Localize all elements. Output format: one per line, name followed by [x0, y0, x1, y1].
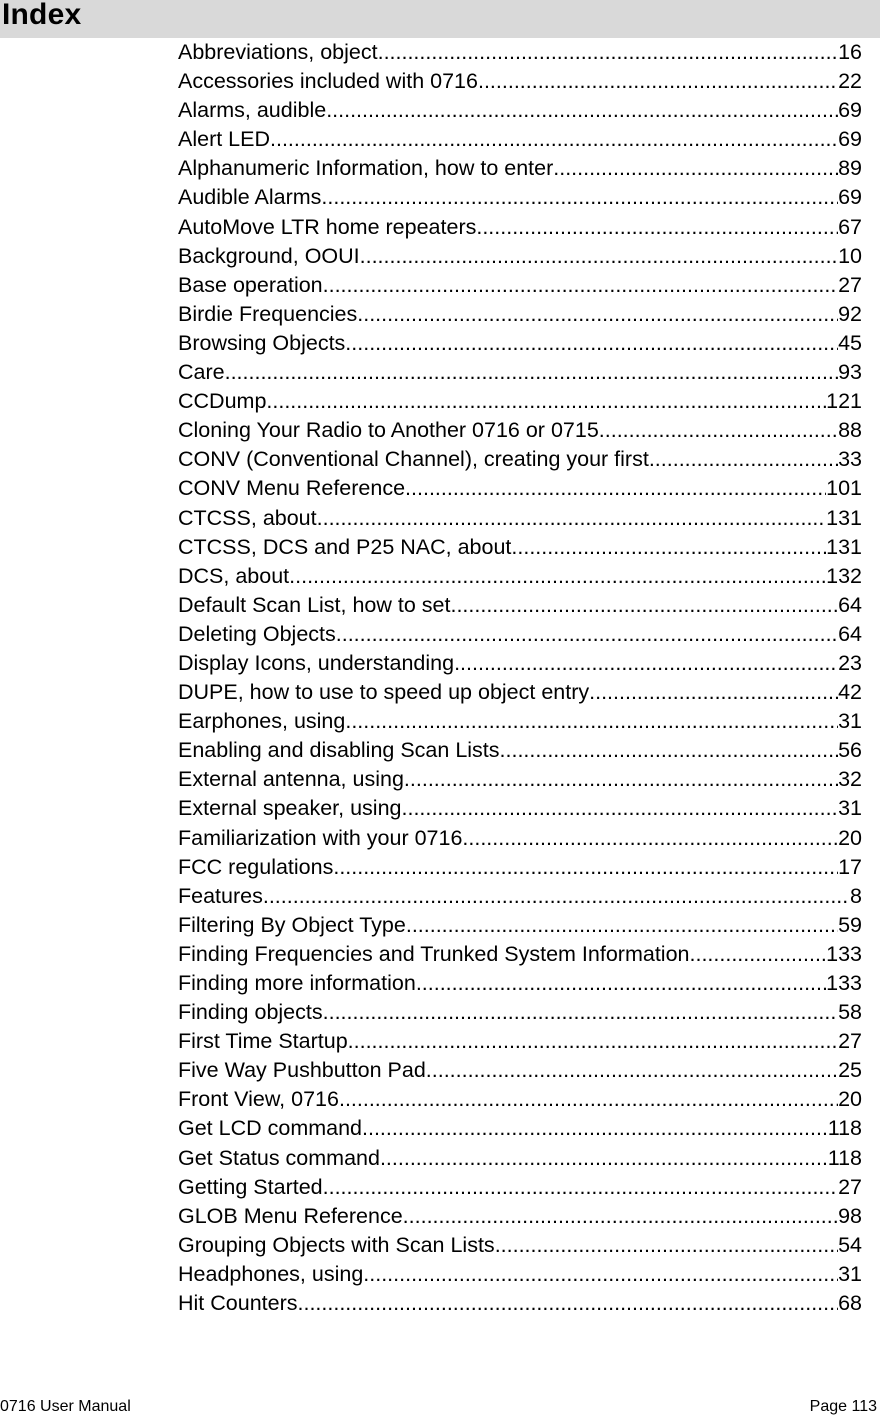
dot-leader: [476, 213, 838, 242]
index-entry: [178, 911, 862, 940]
index-entry-page: 31: [838, 1261, 862, 1286]
index-entry-label: CONV Menu Reference: [178, 476, 406, 501]
index-entry: [178, 1085, 862, 1114]
index-entry-page: 20: [838, 825, 862, 850]
index-entry: [178, 707, 862, 736]
index-entry-page: 16: [838, 40, 862, 64]
index-entry-page: 131: [826, 505, 862, 530]
dot-leader: [333, 853, 838, 882]
dot-leader: [326, 96, 838, 125]
index-entry-page: 54: [838, 1232, 862, 1257]
index-entry-label: Base operation: [178, 272, 323, 297]
index-entry-page: 121: [826, 389, 862, 414]
dot-leader: [511, 533, 826, 562]
index-entry: [178, 445, 862, 474]
index-entry-label: Deleting Objects: [178, 621, 336, 646]
index-entry-label: Get Status command: [178, 1145, 380, 1170]
index-entry-label: Enabling and disabling Scan Lists: [178, 738, 500, 763]
index-entry-label: CTCSS, about: [178, 505, 317, 530]
dot-leader: [416, 969, 826, 998]
dot-leader: [589, 678, 838, 707]
index-entry-label: Five Way Pushbutton Pad: [178, 1058, 426, 1083]
index-entry-page: 25: [838, 1058, 862, 1083]
index-entry: [178, 1144, 862, 1173]
index-entry: [178, 213, 862, 242]
index-entry: [178, 504, 862, 533]
dot-leader: [317, 504, 827, 533]
index-entry: [178, 882, 862, 911]
index-entry: [178, 1114, 862, 1143]
index-entry: [178, 474, 862, 503]
dot-leader: [323, 1173, 838, 1202]
index-entry-label: Finding Frequencies and Trunked System Information: [178, 941, 690, 966]
index-entry-page: 89: [838, 156, 862, 181]
index-entry-label: Alarms, audible: [178, 98, 327, 123]
index-entry: [178, 300, 862, 329]
index-entry: [178, 562, 862, 591]
index-entry: [178, 940, 862, 969]
dot-leader: [404, 765, 838, 794]
dot-leader: [405, 474, 826, 503]
index-entry: [178, 67, 862, 96]
dot-leader: [380, 1144, 828, 1173]
index-entry: [178, 1056, 862, 1085]
footer-manual-name: 0716 User Manual: [0, 1398, 131, 1415]
dot-leader: [363, 1260, 838, 1289]
index-entry-label: Default Scan List, how to set: [178, 592, 451, 617]
index-entry: [178, 1173, 862, 1202]
index-entry: [178, 736, 862, 765]
dot-leader: [339, 1085, 838, 1114]
dot-leader: [360, 242, 838, 271]
dot-leader: [450, 591, 838, 620]
index-entry: [178, 96, 862, 125]
index-entry: [178, 154, 862, 183]
index-entry: [178, 853, 862, 882]
index-entry: [178, 998, 862, 1027]
dot-leader: [323, 998, 838, 1027]
index-entry-page: 133: [826, 971, 862, 995]
index-entry-label: Alert LED: [178, 127, 271, 152]
index-entry-list: [178, 38, 862, 1318]
index-entry-label: DCS, about: [178, 563, 290, 588]
index-header-bar: [0, 0, 880, 38]
index-entry-page: 8: [850, 883, 862, 908]
index-entry-page: 23: [838, 650, 862, 675]
index-entry: [178, 416, 862, 445]
dot-leader: [599, 416, 838, 445]
index-entry-page: 45: [838, 330, 862, 355]
dot-leader: [362, 1114, 828, 1143]
index-entry-page: 32: [838, 767, 862, 792]
index-entry-page: 69: [838, 127, 862, 152]
index-entry-label: Cloning Your Radio to Another 0716 or 0715: [178, 418, 599, 443]
index-entry: [178, 591, 862, 620]
dot-leader: [321, 183, 838, 212]
index-entry-page: 69: [838, 185, 862, 210]
dot-leader: [378, 38, 838, 67]
index-entry-page: 132: [826, 563, 862, 588]
dot-leader: [225, 358, 838, 387]
index-entry-page: 42: [838, 680, 862, 705]
index-entry-label: Get LCD command: [178, 1116, 363, 1141]
dot-leader: [553, 154, 838, 183]
index-entry-page: 27: [838, 272, 862, 297]
index-entry: [178, 765, 862, 794]
index-entry-label: Audible Alarms: [178, 185, 322, 210]
index-entry: [178, 387, 862, 416]
index-entry: [178, 1289, 862, 1318]
index-entry-label: Finding more information: [178, 971, 416, 995]
index-entry-label: CTCSS, DCS and P25 NAC, about: [178, 534, 512, 559]
dot-leader: [266, 387, 826, 416]
index-entry: [178, 271, 862, 300]
index-entry-label: Alphanumeric Information, how to enter: [178, 156, 554, 181]
index-entry-label: CONV (Conventional Channel), creating your first: [178, 447, 649, 472]
index-entry: [178, 678, 862, 707]
index-entry-label: Hit Counters: [178, 1291, 298, 1316]
index-entry-label: CCDump: [178, 389, 267, 414]
index-entry-page: 33: [838, 447, 862, 472]
index-entry-label: Browsing Objects: [178, 330, 346, 355]
index-entry-label: Front View, 0716: [178, 1087, 339, 1112]
index-entry-label: FCC regulations: [178, 854, 334, 879]
index-entry-label: GLOB Menu Reference: [178, 1203, 403, 1228]
index-entry-page: 68: [838, 1291, 862, 1316]
index-entry-label: External antenna, using: [178, 767, 404, 792]
dot-leader: [263, 882, 850, 911]
index-entry-label: Features: [178, 883, 263, 908]
dot-leader: [357, 300, 838, 329]
index-entry-page: 31: [838, 796, 862, 821]
dot-leader: [454, 649, 838, 678]
index-entry-label: Display Icons, understanding: [178, 650, 455, 675]
index-entry-label: Finding objects: [178, 1000, 323, 1025]
index-entry-page: 31: [838, 709, 862, 734]
index-entry: [178, 794, 862, 823]
index-entry-label: Birdie Frequencies: [178, 301, 358, 326]
dot-leader: [495, 1231, 838, 1260]
index-entry-page: 69: [838, 98, 862, 123]
index-entry-page: 17: [838, 854, 862, 879]
dot-leader: [426, 1056, 838, 1085]
index-entry: [178, 183, 862, 212]
index-entry-label: DUPE, how to use to speed up object entry: [178, 680, 590, 705]
index-title: Index: [2, 0, 82, 31]
index-entry: [178, 649, 862, 678]
index-entry-label: Background, OOUI: [178, 243, 360, 268]
index-entry-page: 92: [838, 301, 862, 326]
dot-leader: [406, 911, 838, 940]
dot-leader: [323, 271, 838, 300]
index-entry: [178, 824, 862, 853]
index-entry-label: Grouping Objects with Scan Lists: [178, 1232, 495, 1257]
index-entry: [178, 38, 862, 67]
index-entry-page: 56: [838, 738, 862, 763]
index-entry: [178, 329, 862, 358]
index-entry: [178, 1202, 862, 1231]
index-entry-page: 10: [838, 243, 862, 268]
footer-page-number: Page 113: [809, 1398, 877, 1415]
index-entry: [178, 242, 862, 271]
index-entry: [178, 358, 862, 387]
index-entry-page: 22: [838, 69, 862, 94]
index-entry-label: Accessories included with 0716: [178, 69, 478, 94]
index-entry-page: 20: [838, 1087, 862, 1112]
index-entry: [178, 1231, 862, 1260]
index-entry-page: 98: [838, 1203, 862, 1228]
index-entry-page: 27: [838, 1029, 862, 1054]
index-entry-label: Filtering By Object Type: [178, 912, 406, 937]
index-entry-page: 67: [838, 214, 862, 239]
index-entry: [178, 125, 862, 154]
dot-leader: [500, 736, 839, 765]
index-entry-page: 131: [826, 534, 862, 559]
index-entry-label: AutoMove LTR home repeaters: [178, 214, 477, 239]
index-entry-page: 88: [838, 418, 862, 443]
index-entry-label: Earphones, using: [178, 709, 346, 734]
index-entry-label: External speaker, using: [178, 796, 402, 821]
dot-leader: [298, 1289, 839, 1318]
dot-leader: [649, 445, 838, 474]
dot-leader: [462, 824, 838, 853]
index-entry-label: First Time Startup: [178, 1029, 348, 1054]
index-entry-label: Headphones, using: [178, 1261, 364, 1286]
dot-leader: [336, 620, 838, 649]
index-entry-page: 118: [827, 1145, 862, 1170]
index-entry: [178, 1260, 862, 1289]
index-entry-page: 93: [838, 360, 862, 385]
index-entry-label: Familiarization with your 0716: [178, 825, 463, 850]
index-entry: [178, 969, 862, 998]
index-entry-page: 118: [827, 1116, 862, 1141]
dot-leader: [478, 67, 838, 96]
index-entry-label: Care: [178, 360, 225, 385]
index-entry: [178, 533, 862, 562]
dot-leader: [690, 940, 827, 969]
index-entry-label: Getting Started: [178, 1174, 323, 1199]
dot-leader: [402, 794, 839, 823]
index-entry-page: 64: [838, 592, 862, 617]
index-entry-page: 58: [838, 1000, 862, 1025]
index-entry: [178, 1027, 862, 1056]
index-entry-label: Abbreviations, object: [178, 40, 378, 64]
index-entry-page: 27: [838, 1174, 862, 1199]
dot-leader: [403, 1202, 838, 1231]
dot-leader: [345, 329, 838, 358]
index-entry-page: 101: [826, 476, 862, 501]
dot-leader: [348, 1027, 838, 1056]
index-entry-page: 133: [826, 941, 862, 966]
dot-leader: [289, 562, 826, 591]
index-entry-page: 59: [838, 912, 862, 937]
dot-leader: [345, 707, 838, 736]
dot-leader: [270, 125, 838, 154]
index-entry-page: 64: [838, 621, 862, 646]
index-entry: [178, 620, 862, 649]
